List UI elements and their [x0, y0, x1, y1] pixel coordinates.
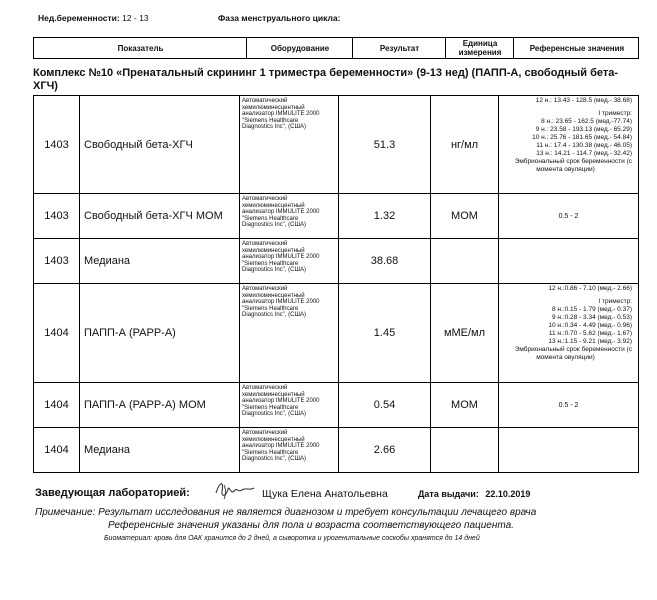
ref-line: 9 н.:0.28 - 3.34 (мед.- 0.53): [552, 314, 632, 321]
row-unit: нг/мл: [450, 138, 479, 151]
row-code: 1404: [44, 444, 69, 456]
equipment-line: Diagnostics Inc", (США): [242, 222, 306, 229]
row-name: Медиана: [84, 255, 131, 267]
equipment-line: Diagnostics Inc", (США): [242, 312, 306, 319]
equipment-line: хемилюминесцентный: [242, 436, 305, 443]
ref-line: 8 н.:0.15 - 1.79 (мед.- 0.37): [552, 306, 632, 313]
equipment-line: анализатор IMMULITE 2000: [242, 443, 320, 450]
note-disclaimer: Примечание: Результат исследования не является диагнозом и требует консультации лечащего врача: [35, 507, 537, 518]
ref-line: 9 н.: 23.58 - 193.13 (мед.- 65.29): [535, 126, 632, 133]
row-result: 1.45: [373, 327, 396, 339]
head-of-lab-label: Заведующая лабораторией:: [35, 487, 190, 499]
row-result: 38.68: [370, 255, 399, 267]
equipment-line: Diagnostics Inc", (США): [242, 267, 306, 274]
row-name: Медиана: [84, 444, 131, 456]
row-unit: [431, 428, 498, 472]
equipment-line: "Siemens Healthcare: [242, 305, 299, 312]
col-result: Результат: [379, 43, 420, 53]
row-equipment: [240, 428, 338, 472]
equipment-line: "Siemens Healthcare: [242, 449, 299, 456]
equipment-line: анализатор IMMULITE 2000: [242, 209, 320, 216]
issue-date: [418, 489, 530, 499]
pregnancy-week: [38, 13, 149, 23]
row-unit: мМЕ/мл: [443, 327, 486, 339]
row-code: 1403: [44, 210, 69, 222]
col-unit: Единица измерения: [458, 39, 502, 57]
ref-line: I триместр:: [598, 298, 632, 305]
ref-line: момента овуляции): [536, 166, 595, 173]
row-result: 1.32: [373, 210, 396, 222]
equipment-line: Автоматический: [242, 196, 288, 202]
ref-line: 12 н.:0.86 - 7.10 (мед.- 2.66): [548, 285, 632, 292]
equipment-line: Diagnostics Inc", (США): [242, 411, 306, 418]
ref-line: 11 н.: 17.4 - 130.38 (мед.- 46.05): [536, 142, 632, 149]
ref-line: 13 н.:1.15 - 9.21 (мед.- 3.92): [548, 338, 632, 345]
ref-line: 12 н.: 13.43 - 128.5 (мед.- 38.68): [535, 97, 632, 104]
equipment-line: хемилюминесцентный: [242, 391, 305, 398]
row-reference: 0.5 - 2: [558, 401, 579, 409]
col-reference: Референсные значения: [529, 43, 625, 53]
row-equipment: [240, 194, 338, 238]
row-name: Свободный бета-ХГЧ МОМ: [84, 210, 223, 222]
row-name: ПАПП-А (PAPP-A): [84, 327, 176, 339]
equipment-line: анализатор IMMULITE 2000: [242, 111, 320, 118]
cycle-phase-label: Фаза менструального цикла:: [218, 13, 341, 23]
ref-line: 10 н.: 25.76 - 181.65 (мед.- 54.84): [532, 134, 632, 141]
week-value: 12 - 13: [122, 13, 149, 23]
row-equipment: [240, 96, 338, 193]
ref-line: 11 н.:0.70 - 5.62 (мед.- 1.67): [548, 330, 632, 337]
equipment-line: Diagnostics Inc", (США): [242, 124, 306, 131]
row-unit: МОМ: [451, 210, 478, 222]
row-code: 1403: [44, 255, 69, 267]
row-equipment: [240, 284, 338, 382]
signature: [212, 479, 258, 501]
row-equipment: [240, 239, 338, 283]
row-code: 1404: [44, 399, 69, 411]
grid-line: [638, 95, 639, 473]
row-reference: [499, 428, 638, 472]
row-name: ПАПП-А (PAPP-A) МОМ: [84, 399, 206, 411]
ref-line: момента овуляции): [536, 354, 595, 361]
ref-line: I триместр:: [598, 110, 632, 117]
note-reference: Референсные значения указаны для пола и возраста соответствующего пациента.: [108, 520, 514, 531]
row-reference: [499, 96, 638, 193]
ref-line: 13 н.: 14.21 - 114.7 (мед.- 32.42): [536, 150, 632, 157]
issue-date-value: 22.10.2019: [485, 489, 531, 499]
ref-line: Эмбриональный срок беременности (с: [514, 346, 632, 353]
col-equipment: Оборудование: [270, 43, 330, 53]
section-title: Комплекс №10 «Пренатальный скрининг 1 триместра беременности» (9-13 нед) (ПАПП-А, свободный бета-ХГЧ): [33, 67, 619, 92]
equipment-line: Автоматический: [242, 241, 288, 247]
row-reference: [499, 284, 638, 382]
table-header: [33, 37, 639, 59]
equipment-line: Diagnostics Inc", (США): [242, 456, 306, 463]
issue-date-label: Дата выдачи:: [418, 489, 479, 499]
equipment-line: "Siemens Healthcare: [242, 404, 299, 411]
row-equipment: [240, 383, 338, 427]
equipment-line: "Siemens Healthcare: [242, 117, 299, 124]
grid-line: [33, 472, 639, 473]
equipment-line: Автоматический: [242, 430, 288, 436]
equipment-line: Автоматический: [242, 385, 288, 391]
equipment-line: "Siemens Healthcare: [242, 260, 299, 267]
ref-line: 10 н.:0.34 - 4.49 (мед.- 0.96): [548, 322, 632, 329]
equipment-line: хемилюминесцентный: [242, 292, 305, 299]
equipment-line: Автоматический: [242, 98, 288, 104]
row-reference: [499, 239, 638, 283]
ref-line: 8 н.: 23.65 - 162.5 (мед.-77.74): [541, 118, 632, 125]
ref-line: Эмбриональный срок беременности (с: [514, 158, 632, 165]
row-name: Свободный бета-ХГЧ: [84, 138, 193, 151]
equipment-line: хемилюминесцентный: [242, 104, 305, 111]
equipment-line: хемилюминесцентный: [242, 247, 305, 254]
head-of-lab-name: Щука Елена Анатольевна: [262, 488, 388, 500]
row-result: 2.66: [373, 444, 396, 456]
equipment-line: анализатор IMMULITE 2000: [242, 398, 320, 405]
row-result: 51.3: [373, 138, 396, 151]
row-unit: [431, 239, 498, 283]
row-result: 0.54: [373, 399, 396, 411]
equipment-line: Автоматический: [242, 286, 288, 292]
row-code: 1404: [44, 327, 69, 339]
equipment-line: хемилюминесцентный: [242, 202, 305, 209]
row-code: 1403: [44, 138, 69, 151]
equipment-line: анализатор IMMULITE 2000: [242, 299, 320, 306]
col-indicator: Показатель: [117, 43, 164, 53]
week-label: Нед.беременности:: [38, 13, 120, 23]
row-unit: МОМ: [451, 399, 478, 411]
row-reference: 0.5 - 2: [558, 212, 579, 220]
equipment-line: "Siemens Healthcare: [242, 215, 299, 222]
note-biomaterial: Биоматериал: кровь для ОАК хранится до 2 дней, а сыворотка и урогенитальные соскобы хранятся до 14 дней: [104, 535, 480, 542]
equipment-line: анализатор IMMULITE 2000: [242, 254, 320, 261]
